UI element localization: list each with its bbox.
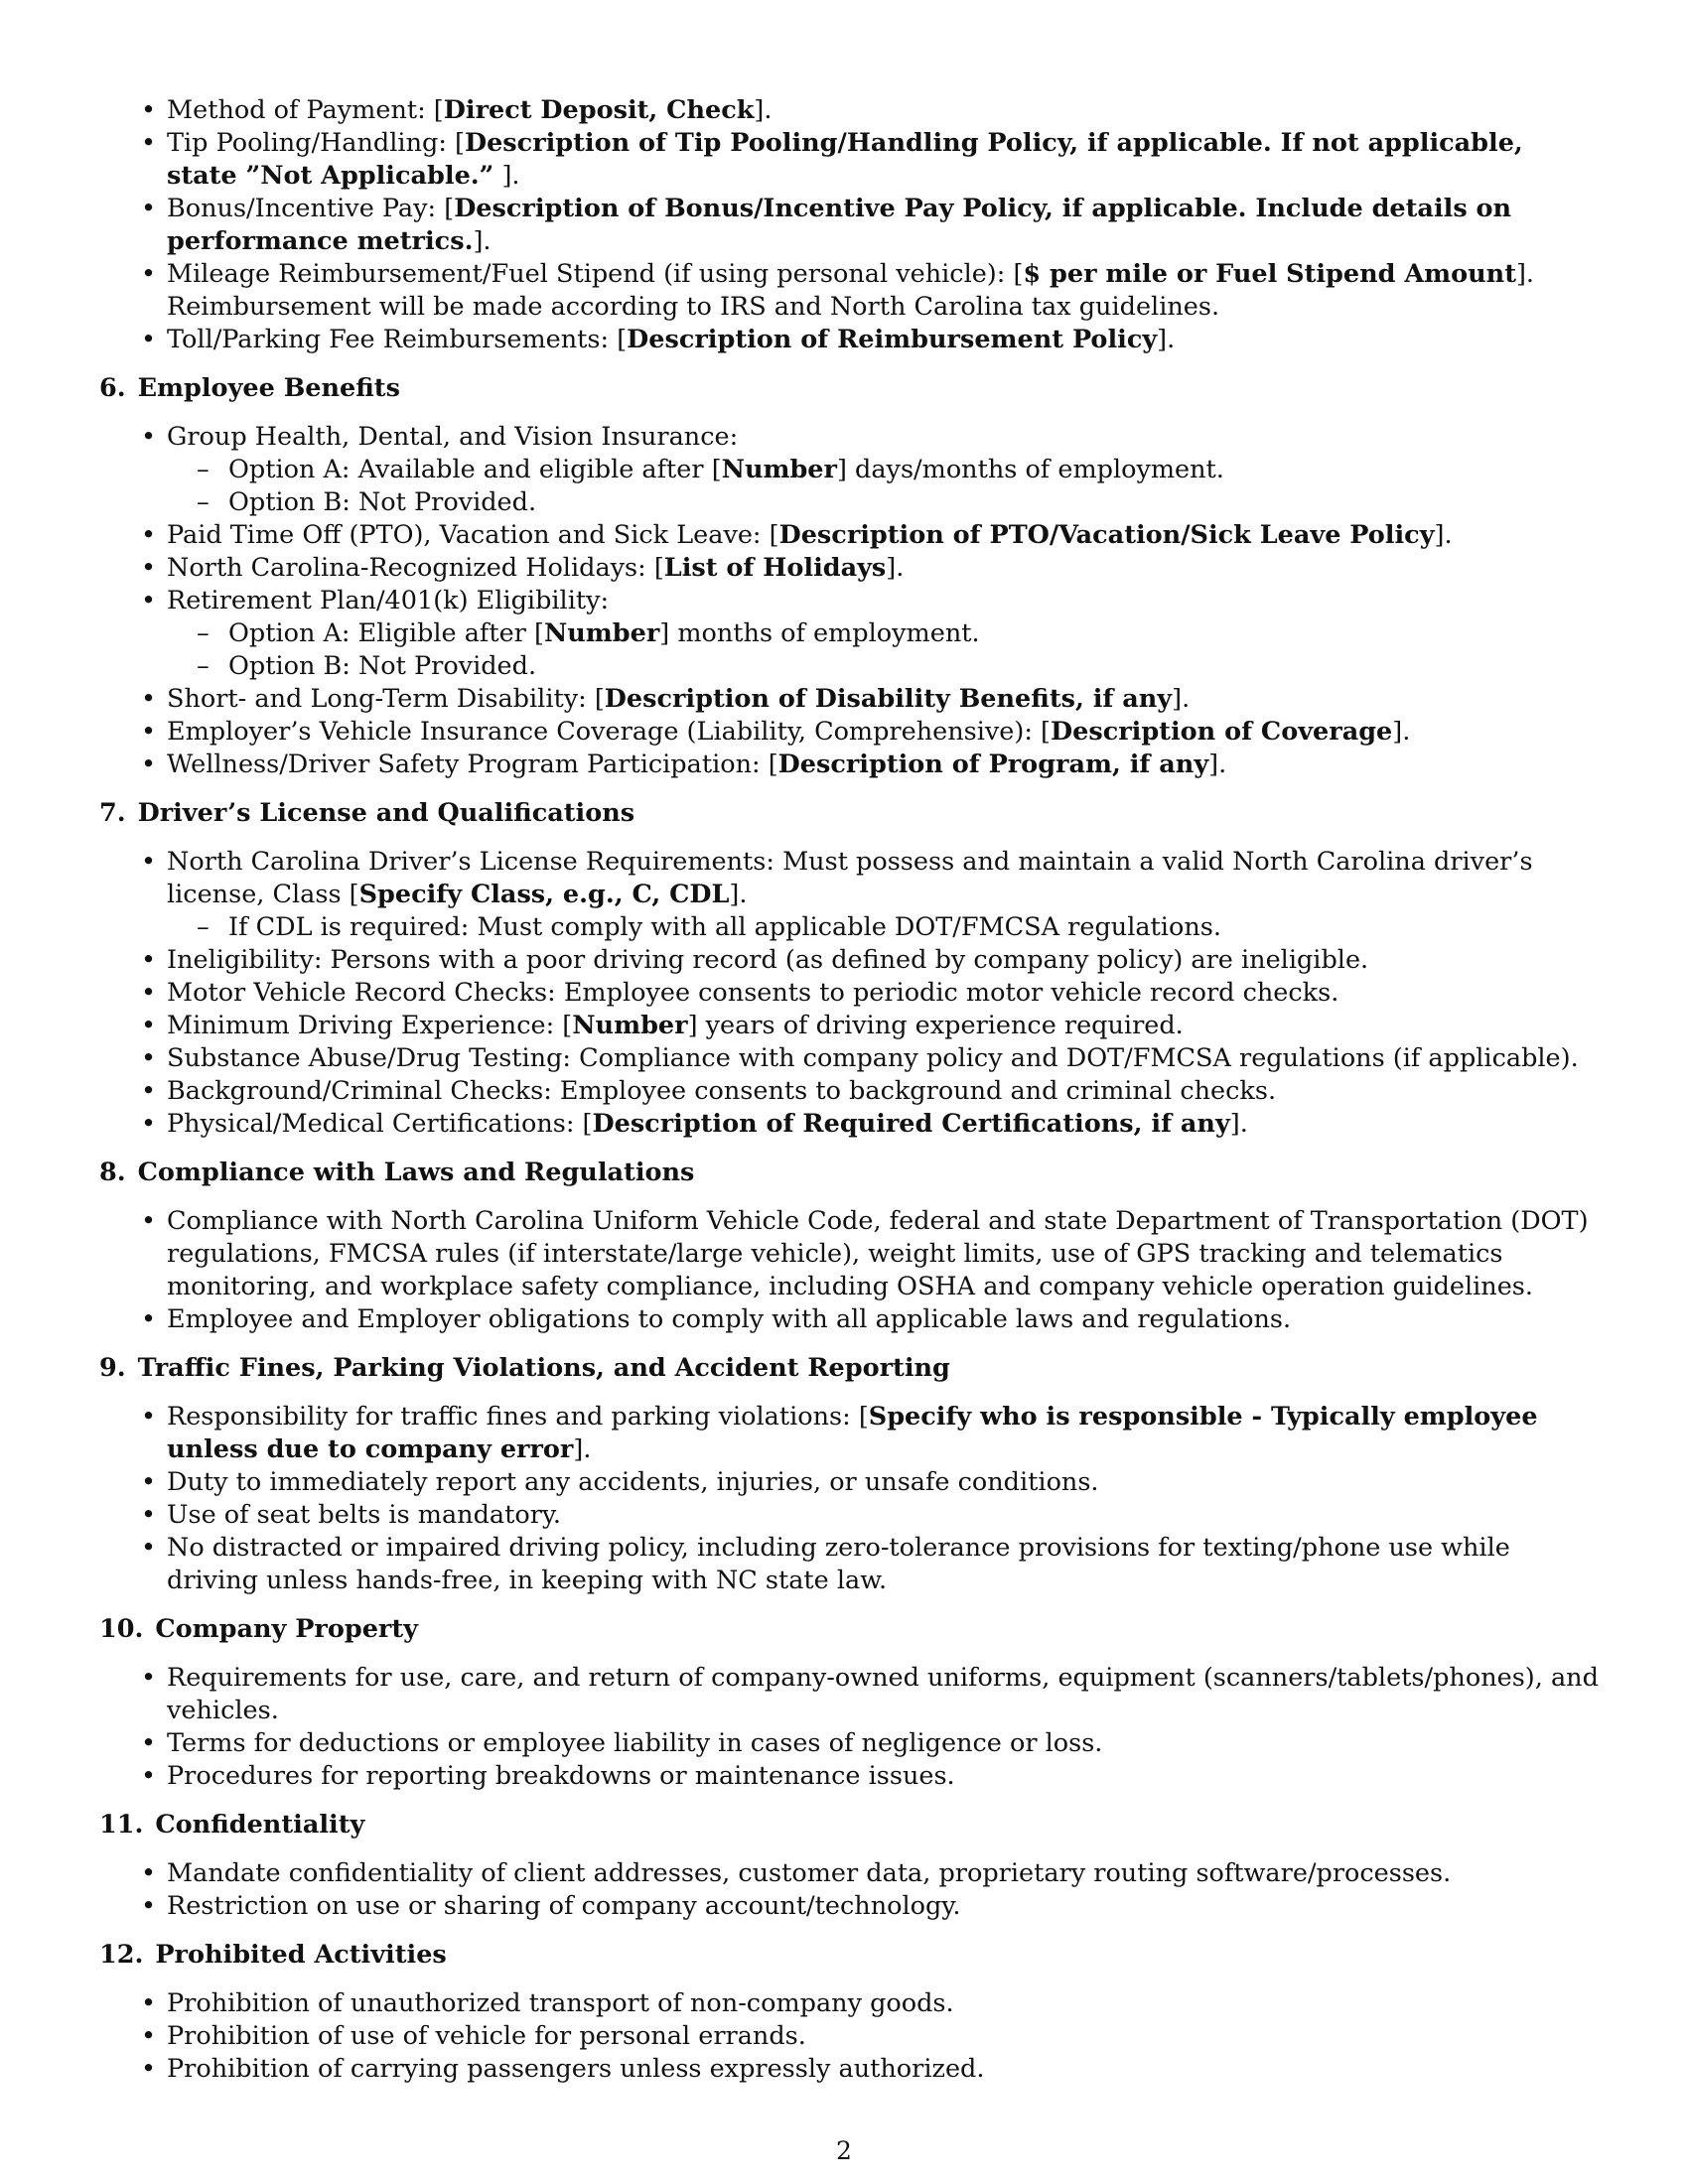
item-text: Retirement Plan/401(k) Eligibility: xyxy=(167,586,610,615)
section-title: Employee Benefits xyxy=(137,373,400,403)
item-text: Employer’s Vehicle Insurance Coverage (Liability, Comprehensive): [ xyxy=(167,717,1051,747)
list-item xyxy=(99,1727,1599,1760)
item-text: ]. xyxy=(754,95,773,125)
item-text: ]. xyxy=(1172,684,1191,714)
placeholder-text: Specify Class, e.g., C, CDL xyxy=(358,880,730,909)
item-text: ]. xyxy=(493,161,520,191)
item-text: Restriction on use or sharing of company account/technology. xyxy=(167,1891,961,1921)
sub-list-item xyxy=(99,911,1599,944)
item-text: Bonus/Incentive Pay: [ xyxy=(167,194,455,223)
item-text: Substance Abuse/Drug Testing: Compliance with company policy and DOT/FMCSA regulations (if applicable). xyxy=(167,1043,1579,1073)
item-text: Method of Payment: [ xyxy=(167,95,444,125)
placeholder-text: Number xyxy=(572,1011,688,1040)
item-text: ] days/months of employment. xyxy=(836,455,1224,484)
list-item xyxy=(99,127,1599,193)
section-title: Driver’s License and Qualifications xyxy=(137,798,635,828)
document-page xyxy=(99,94,1599,2086)
placeholder-text: Description of Tip Pooling/Handling Policy, if applicable. If not applicable, state ”Not Applicable.” xyxy=(167,128,1523,191)
list-item xyxy=(99,1075,1599,1108)
item-text: Mileage Reimbursement/Fuel Stipend (if using personal vehicle): [ xyxy=(167,259,1024,289)
item-text: Physical/Medical Certifications: [ xyxy=(167,1109,593,1139)
compensation-list xyxy=(99,94,1599,356)
list-item xyxy=(99,1010,1599,1042)
list-item xyxy=(99,1760,1599,1793)
placeholder-text: Specify who is responsible - Typically employee unless due to company error xyxy=(167,1402,1538,1464)
list-item xyxy=(99,683,1599,716)
item-text: ]. xyxy=(1229,1109,1248,1139)
placeholder-text: Description of Program, if any xyxy=(777,750,1209,779)
item-text: Responsibility for traffic fines and parking violations: [ xyxy=(167,1402,869,1432)
item-text: Ineligibility: Persons with a poor driving record (as defined by company policy) are ineligible. xyxy=(167,945,1369,975)
sub-list xyxy=(167,911,1599,944)
list-item xyxy=(99,2053,1599,2086)
sub-list xyxy=(167,454,1599,519)
sub-list-item xyxy=(99,486,1599,519)
item-text: Compliance with North Carolina Uniform Vehicle Code, federal and state Department of Transportation (DOT) regulations, FMCSA rules (if interstate/large vehicle), weight limits, use of GPS tracking and telematics monitoring, and workplace safety compliance, including OSHA and company vehicle operation guidelines. xyxy=(167,1206,1589,1301)
placeholder-text: Description of Required Certifications, if any xyxy=(592,1109,1230,1139)
item-text: Prohibition of unauthorized transport of non-company goods. xyxy=(167,1988,954,2018)
placeholder-text: Description of Coverage xyxy=(1051,717,1393,747)
prohibited-list xyxy=(99,1987,1599,2086)
traffic-list xyxy=(99,1401,1599,1597)
section-heading xyxy=(99,1939,1599,1972)
item-text: North Carolina-Recognized Holidays: [ xyxy=(167,553,664,583)
list-item xyxy=(99,552,1599,585)
section-title: Confidentiality xyxy=(155,1810,365,1840)
item-text: Toll/Parking Fee Reimbursements: [ xyxy=(167,325,628,354)
placeholder-text: Description of Bonus/Incentive Pay Policy, if applicable. Include details on performance metrics. xyxy=(167,194,1512,256)
item-text: No distracted or impaired driving policy, including zero-tolerance provisions for texting/phone use while driving unless hands-free, in keeping with NC state law. xyxy=(167,1533,1510,1595)
placeholder-text: Number xyxy=(721,455,837,484)
list-item xyxy=(99,1532,1599,1597)
item-text: Option A: Eligible after [ xyxy=(228,618,544,648)
page-number: 2 xyxy=(836,2136,852,2165)
list-item xyxy=(99,716,1599,749)
list-item xyxy=(99,585,1599,683)
item-text: Requirements for use, care, and return of company-owned uniforms, equipment (scanners/tablets/phones), and vehicles. xyxy=(167,1663,1599,1725)
list-item xyxy=(99,1662,1599,1727)
placeholder-text: List of Holidays xyxy=(663,553,887,583)
section-number: 10. xyxy=(99,1614,144,1644)
item-text: ] years of driving experience required. xyxy=(687,1011,1184,1040)
list-item xyxy=(99,1042,1599,1075)
list-item xyxy=(99,421,1599,519)
item-text: ]. Reimbursement will be made according to IRS and North Carolina tax guidelines. xyxy=(167,259,1535,322)
section-title: Traffic Fines, Parking Violations, and Accident Reporting xyxy=(137,1353,950,1383)
item-text: Short- and Long-Term Disability: [ xyxy=(167,684,605,714)
list-item xyxy=(99,1987,1599,2020)
list-item xyxy=(99,519,1599,552)
section-heading xyxy=(99,1809,1599,1842)
item-text: If CDL is required: Must comply with all applicable DOT/FMCSA regulations. xyxy=(228,912,1221,942)
list-item xyxy=(99,2020,1599,2053)
section-heading xyxy=(99,1613,1599,1646)
section-number: 11. xyxy=(99,1810,144,1840)
list-item xyxy=(99,749,1599,781)
item-text: Option A: Available and eligible after [ xyxy=(228,455,722,484)
list-item xyxy=(99,977,1599,1010)
item-text: ]. xyxy=(573,1434,592,1464)
section-heading xyxy=(99,372,1599,405)
list-item xyxy=(99,1857,1599,1890)
item-text: ] months of employment. xyxy=(659,618,980,648)
item-text: Tip Pooling/Handling: [ xyxy=(167,128,465,158)
section-title: Company Property xyxy=(155,1614,418,1644)
section-title: Prohibited Activities xyxy=(155,1940,447,1970)
item-text: Employee and Employer obligations to comply with all applicable laws and regulations. xyxy=(167,1304,1292,1334)
item-text: Procedures for reporting breakdowns or maintenance issues. xyxy=(167,1761,955,1791)
section-number: 9. xyxy=(99,1353,126,1383)
section-number: 12. xyxy=(99,1940,144,1970)
item-text: Duty to immediately report any accidents, injuries, or unsafe conditions. xyxy=(167,1467,1099,1497)
list-item xyxy=(99,944,1599,977)
item-text: North Carolina Driver’s License Requirements: Must possess and maintain a valid North Carolina driver’s license, Class [ xyxy=(167,847,1533,909)
license-list xyxy=(99,846,1599,1141)
item-text: Option B: Not Provided. xyxy=(228,487,537,517)
item-text: Wellness/Driver Safety Program Participation: [ xyxy=(167,750,778,779)
list-item xyxy=(99,94,1599,127)
list-item xyxy=(99,1466,1599,1499)
section-heading xyxy=(99,1352,1599,1385)
list-item xyxy=(99,1303,1599,1336)
section-number: 7. xyxy=(99,798,126,828)
item-text: Terms for deductions or employee liability in cases of negligence or loss. xyxy=(167,1728,1103,1758)
list-item xyxy=(99,1499,1599,1532)
item-text: ]. xyxy=(1208,750,1227,779)
list-item xyxy=(99,193,1599,258)
list-item xyxy=(99,1108,1599,1141)
list-item xyxy=(99,1401,1599,1466)
sub-list-item xyxy=(99,617,1599,650)
item-text: ]. xyxy=(1434,520,1453,550)
placeholder-text: Description of Reimbursement Policy xyxy=(627,325,1158,354)
placeholder-text: Description of PTO/Vacation/Sick Leave Policy xyxy=(778,520,1435,550)
placeholder-text: $ per mile or Fuel Stipend Amount xyxy=(1023,259,1516,289)
item-text: Motor Vehicle Record Checks: Employee consents to periodic motor vehicle record checks. xyxy=(167,978,1339,1008)
item-text: ]. xyxy=(1392,717,1411,747)
item-text: ]. xyxy=(729,880,748,909)
section-heading xyxy=(99,797,1599,830)
sub-list-item xyxy=(99,650,1599,683)
item-text: ]. xyxy=(473,226,492,256)
section-number: 6. xyxy=(99,373,126,403)
property-list xyxy=(99,1662,1599,1793)
item-text: Use of seat belts is mandatory. xyxy=(167,1500,562,1530)
placeholder-text: Description of Disability Benefits, if any xyxy=(604,684,1173,714)
list-item xyxy=(99,324,1599,356)
item-text: ]. xyxy=(886,553,905,583)
item-text: Paid Time Off (PTO), Vacation and Sick Leave: [ xyxy=(167,520,779,550)
placeholder-text: Direct Deposit, Check xyxy=(443,95,755,125)
list-item xyxy=(99,258,1599,324)
benefits-list xyxy=(99,421,1599,781)
section-heading xyxy=(99,1157,1599,1189)
sub-list xyxy=(167,617,1599,683)
item-text: Option B: Not Provided. xyxy=(228,651,537,681)
placeholder-text: Number xyxy=(543,618,660,648)
item-text: ]. xyxy=(1157,325,1176,354)
list-item xyxy=(99,846,1599,944)
item-text: Prohibition of use of vehicle for personal errands. xyxy=(167,2021,806,2051)
confidentiality-list xyxy=(99,1857,1599,1923)
item-text: Mandate confidentiality of client addresses, customer data, proprietary routing software/processes. xyxy=(167,1858,1452,1888)
item-text: Prohibition of carrying passengers unless expressly authorized. xyxy=(167,2054,985,2084)
list-item xyxy=(99,1205,1599,1303)
list-item xyxy=(99,1890,1599,1923)
item-text: Background/Criminal Checks: Employee consents to background and criminal checks. xyxy=(167,1076,1277,1106)
sub-list-item xyxy=(99,454,1599,486)
item-text: Minimum Driving Experience: [ xyxy=(167,1011,573,1040)
item-text: Group Health, Dental, and Vision Insurance: xyxy=(167,422,739,452)
compliance-list xyxy=(99,1205,1599,1336)
section-title: Compliance with Laws and Regulations xyxy=(137,1158,695,1187)
section-number: 8. xyxy=(99,1158,126,1187)
